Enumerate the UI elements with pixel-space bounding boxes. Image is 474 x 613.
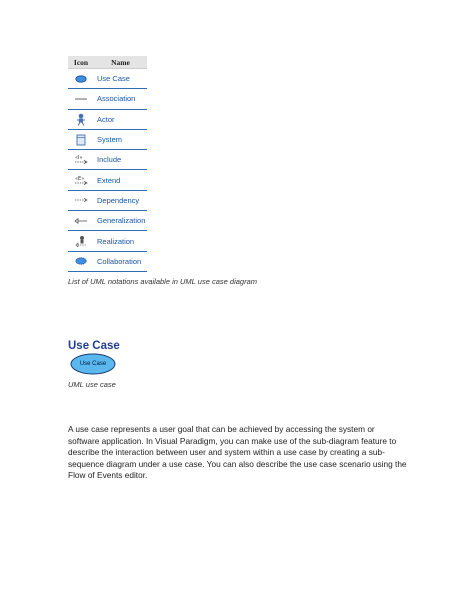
table-row bbox=[68, 69, 147, 89]
icon-column-header: Icon bbox=[73, 57, 89, 67]
row-name-generalization: Generalization bbox=[97, 216, 146, 226]
use-case-icon bbox=[68, 75, 94, 83]
table-row bbox=[68, 252, 147, 272]
row-name-association: Association bbox=[97, 94, 136, 104]
table-header bbox=[68, 56, 147, 69]
realization-icon bbox=[68, 235, 94, 247]
row-name-actor: Actor bbox=[97, 114, 115, 124]
row-name-extend: Extend bbox=[97, 175, 121, 185]
generalization-icon bbox=[68, 217, 94, 225]
row-name-include: Include bbox=[97, 155, 122, 165]
table-row bbox=[68, 130, 147, 150]
uml-notation-table bbox=[68, 56, 147, 272]
section-heading: Use Case bbox=[68, 340, 120, 352]
row-name-dependency: Dependency bbox=[97, 195, 140, 205]
system-icon bbox=[68, 134, 94, 146]
figure-caption: UML use case bbox=[68, 380, 116, 389]
use-case-shape-label: Use Case bbox=[79, 361, 107, 367]
svg-text:«E»: «E» bbox=[75, 175, 85, 182]
row-name-collaboration: Collaboration bbox=[97, 256, 142, 266]
table-caption: List of UML notations available in UML use case diagram bbox=[68, 277, 257, 286]
association-icon bbox=[68, 96, 94, 102]
row-name-realization: Realization bbox=[97, 236, 135, 246]
table-row bbox=[68, 191, 147, 211]
actor-icon bbox=[68, 113, 94, 126]
row-name-use-case: Use Case bbox=[97, 74, 130, 84]
table-row bbox=[68, 231, 147, 251]
table-row bbox=[68, 170, 147, 190]
include-icon bbox=[68, 154, 94, 165]
body-paragraph: A use case represents a user goal that can be achieved by accessing the system or software application. In Visual Paradigm, you can make use of the sub-diagram feature to describe the interaction between user and system within a use case by creating a sub-sequence diagram under a use case. You can also describe the use case scenario using the Flow of Events editor. bbox=[68, 424, 407, 481]
row-name-system: System bbox=[97, 135, 123, 145]
table-row bbox=[68, 89, 147, 109]
table-row bbox=[68, 211, 147, 231]
collaboration-icon bbox=[68, 257, 94, 265]
dependency-icon bbox=[68, 197, 94, 203]
svg-text:«I»: «I» bbox=[75, 155, 83, 162]
table-row bbox=[68, 110, 147, 130]
name-column-header: Name bbox=[111, 57, 130, 67]
extend-icon bbox=[68, 175, 94, 186]
table-row bbox=[68, 150, 147, 170]
